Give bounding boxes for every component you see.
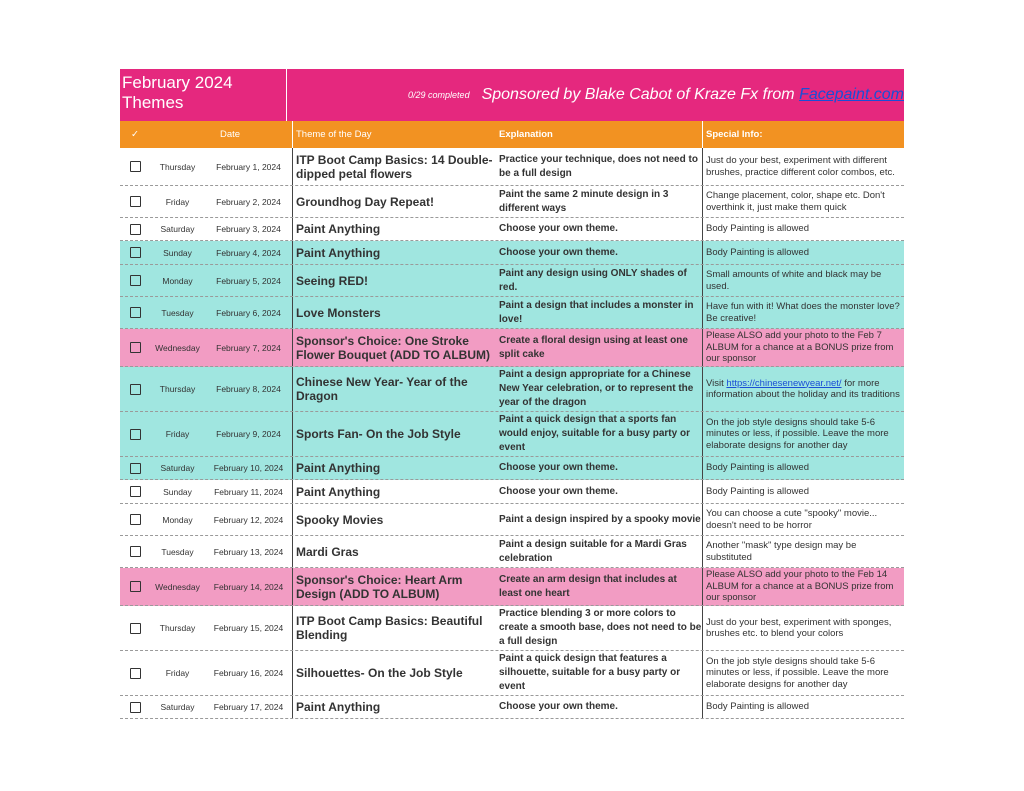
theme-cell: Sponsor's Choice: One Stroke Flower Bouquet (ADD TO ALBUM) [292, 329, 496, 366]
table-row [120, 186, 904, 218]
row-checkbox-cell[interactable] [120, 297, 150, 328]
day-cell: Saturday [160, 224, 195, 234]
checkbox[interactable] [130, 429, 141, 440]
explanation-cell: Choose your own theme. [499, 701, 618, 712]
header-info: Special Info: [702, 121, 904, 148]
checkbox[interactable] [130, 486, 141, 497]
sheet-title: February 2024 Themes [120, 69, 287, 121]
theme-cell: Paint Anything [292, 457, 496, 479]
checkbox[interactable] [130, 463, 141, 474]
info-cell: Change placement, color, shape etc. Don't overthink it, just make them quick [702, 186, 904, 217]
table-row [120, 297, 904, 329]
explanation-cell: Paint the same 2 minute design in 3 different ways [499, 188, 669, 214]
theme-cell: Paint Anything [292, 241, 496, 264]
info-cell: Just do your best, experiment with different brushes, practice different color combos, etc. [702, 148, 904, 185]
day-cell: Friday [165, 668, 190, 678]
row-checkbox-cell[interactable] [120, 504, 150, 535]
theme-cell: Sponsor's Choice: Heart Arm Design (ADD TO ALBUM) [292, 568, 496, 605]
row-checkbox-cell[interactable] [120, 329, 150, 366]
info-cell: Please ALSO add your photo to the Feb 14 ALBUM for a chance at a BONUS prize from our sponsor [702, 568, 904, 605]
date-cell: February 5, 2024 [216, 275, 281, 286]
theme-cell: Groundhog Day Repeat! [292, 186, 496, 217]
explanation-cell: Choose your own theme. [499, 485, 618, 497]
theme-cell: Seeing RED! [292, 265, 496, 296]
checkbox[interactable] [130, 196, 141, 207]
date-cell: February 6, 2024 [216, 307, 281, 318]
row-checkbox-cell[interactable] [120, 651, 150, 695]
explanation-cell: Paint a quick design that features a silhouette, suitable for a busy party or event [499, 653, 681, 692]
explanation-cell: Paint a design that includes a monster in love! [499, 299, 694, 325]
explanation-cell: Choose your own theme. [499, 223, 618, 234]
date-cell: February 3, 2024 [216, 224, 281, 234]
table-row [120, 218, 904, 241]
day-cell: Saturday [160, 463, 195, 473]
day-cell: Thursday [159, 161, 196, 172]
info-cell: Body Painting is allowed [702, 480, 904, 503]
date-cell: February 13, 2024 [213, 546, 284, 557]
table-row [120, 606, 904, 651]
theme-cell: Silhouettes- On the Job Style [292, 651, 496, 695]
date-cell: February 12, 2024 [213, 514, 284, 525]
table-row [120, 536, 904, 568]
info-cell: On the job style designs should take 5-6 minutes or less, if possible. Leave the more elaborate designs for another day [702, 412, 904, 456]
table-row [120, 367, 904, 412]
day-cell: Saturday [160, 702, 195, 712]
theme-cell: Paint Anything [292, 480, 496, 503]
row-checkbox-cell[interactable] [120, 536, 150, 567]
day-cell: Sunday [163, 247, 192, 258]
banner [120, 69, 904, 121]
table-row [120, 457, 904, 480]
theme-cell: Mardi Gras [292, 536, 496, 567]
theme-cell: Paint Anything [292, 218, 496, 240]
checkbox[interactable] [130, 668, 141, 679]
checkbox[interactable] [130, 623, 141, 634]
row-checkbox-cell[interactable] [120, 568, 150, 605]
banner-info [287, 69, 904, 121]
info-cell: Body Painting is allowed [702, 696, 904, 718]
row-checkbox-cell[interactable] [120, 265, 150, 296]
explanation-cell: Practice your technique, does not need to be a full design [499, 153, 698, 179]
day-cell: Sunday [163, 486, 192, 497]
table-row [120, 651, 904, 696]
date-cell: February 16, 2024 [213, 668, 284, 678]
table-row [120, 504, 904, 536]
header-explanation: Explanation [499, 129, 553, 140]
day-cell: Thursday [159, 623, 196, 633]
header-theme: Theme of the Day [292, 121, 496, 148]
row-checkbox-cell[interactable] [120, 148, 150, 185]
row-checkbox-cell[interactable] [120, 457, 150, 479]
date-cell: February 9, 2024 [216, 429, 281, 439]
info-cell: Just do your best, experiment with sponges, brushes etc. to blend your colors [702, 606, 904, 650]
checkbox[interactable] [130, 384, 141, 395]
table-row [120, 241, 904, 265]
day-cell: Thursday [159, 384, 196, 394]
date-cell: February 7, 2024 [216, 342, 281, 353]
sponsor-link[interactable]: Facepaint.com [799, 86, 904, 103]
info-cell: On the job style designs should take 5-6 minutes or less, if possible. Leave the more elaborate designs for another day [702, 651, 904, 695]
table-row [120, 568, 904, 606]
checkbox[interactable] [130, 307, 141, 318]
date-cell: February 8, 2024 [216, 384, 281, 394]
day-cell: Tuesday [161, 546, 194, 557]
date-cell: February 10, 2024 [213, 463, 284, 473]
info-cell: Body Painting is allowed [702, 218, 904, 240]
explanation-cell: Paint any design using ONLY shades of red. [499, 267, 687, 293]
table-row [120, 480, 904, 504]
date-cell: February 1, 2024 [216, 161, 281, 172]
sponsor-text: Sponsored by Blake Cabot of Kraze Fx from [481, 86, 800, 103]
checkbox[interactable] [130, 514, 141, 525]
theme-cell: Spooky Movies [292, 504, 496, 535]
date-cell: February 17, 2024 [213, 702, 284, 712]
checkbox[interactable] [130, 224, 141, 235]
date-cell: February 11, 2024 [214, 486, 283, 497]
info-cell: Have fun with it! What does the monster love? Be creative! [702, 297, 904, 328]
themes-sheet [120, 69, 904, 719]
checkbox[interactable] [130, 342, 141, 353]
explanation-cell: Choose your own theme. [499, 462, 618, 473]
checkbox[interactable] [130, 546, 141, 557]
theme-cell: Sports Fan- On the Job Style [292, 412, 496, 456]
header-date: Date [220, 129, 241, 140]
theme-rows [120, 148, 904, 719]
table-row [120, 329, 904, 367]
info-cell: You can choose a cute "spooky" movie... doesn't need to be horror [702, 504, 904, 535]
progress-counter: 0/29 completed [408, 90, 470, 100]
day-cell: Wednesday [155, 342, 200, 353]
sponsor-line [482, 86, 904, 104]
theme-cell: Paint Anything [292, 696, 496, 718]
theme-cell: ITP Boot Camp Basics: 14 Double-dipped petal flowers [292, 148, 496, 185]
row-checkbox-cell[interactable] [120, 480, 150, 503]
checkbox[interactable] [130, 275, 141, 286]
checkbox[interactable] [130, 581, 141, 592]
table-row [120, 148, 904, 186]
day-cell: Monday [162, 514, 193, 525]
theme-cell: ITP Boot Camp Basics: Beautiful Blending [292, 606, 496, 650]
date-cell: February 15, 2024 [213, 623, 284, 633]
header-check: ✓ [131, 129, 139, 140]
info-cell: Please ALSO add your photo to the Feb 7 ALBUM for a chance at a BONUS prize from our sponsor [702, 329, 904, 366]
theme-cell: Love Monsters [292, 297, 496, 328]
info-cell: Small amounts of white and black may be used. [702, 265, 904, 296]
table-row [120, 412, 904, 457]
info-cell: Another "mask" type design may be substituted [702, 536, 904, 567]
info-cell: Visit https://chinesenewyear.net/ for more information about the holiday and its traditions [702, 367, 904, 411]
row-checkbox-cell[interactable] [120, 186, 150, 217]
explanation-cell: Choose your own theme. [499, 246, 618, 258]
checkbox[interactable] [130, 161, 141, 172]
row-checkbox-cell[interactable] [120, 412, 150, 456]
explanation-cell: Paint a quick design that a sports fan would enjoy, suitable for a busy party or event [499, 414, 690, 453]
row-checkbox-cell[interactable] [120, 218, 150, 240]
day-cell: Tuesday [161, 307, 194, 318]
info-cell: Body Painting is allowed [702, 241, 904, 264]
explanation-cell: Create a floral design using at least one split cake [499, 334, 688, 360]
date-cell: February 2, 2024 [216, 196, 281, 207]
explanation-cell: Paint a design appropriate for a Chinese New Year celebration, or to represent the year of the dragon [499, 369, 694, 408]
explanation-cell: Paint a design inspired by a spooky movie [499, 513, 701, 525]
info-cell: Body Painting is allowed [702, 457, 904, 479]
explanation-cell: Paint a design suitable for a Mardi Gras celebration [499, 538, 687, 564]
date-cell: February 4, 2024 [216, 247, 281, 258]
day-cell: Monday [162, 275, 193, 286]
info-link[interactable]: https://chinesenewyear.net/ [726, 377, 842, 389]
day-cell: Wednesday [155, 581, 200, 592]
table-row [120, 265, 904, 297]
row-checkbox-cell[interactable] [120, 241, 150, 264]
checkbox[interactable] [130, 247, 141, 258]
day-cell: Friday [165, 196, 190, 207]
theme-cell: Chinese New Year- Year of the Dragon [292, 367, 496, 411]
explanation-cell: Practice blending 3 or more colors to create a smooth base, does not need to be a full design [499, 608, 702, 647]
day-cell: Friday [165, 429, 190, 439]
explanation-cell: Create an arm design that includes at least one heart [499, 573, 677, 599]
row-checkbox-cell[interactable] [120, 606, 150, 650]
date-cell: February 14, 2024 [213, 581, 284, 592]
checkbox[interactable] [130, 702, 141, 713]
row-checkbox-cell[interactable] [120, 696, 150, 718]
table-row [120, 696, 904, 719]
row-checkbox-cell[interactable] [120, 367, 150, 411]
column-header-row [120, 121, 904, 148]
